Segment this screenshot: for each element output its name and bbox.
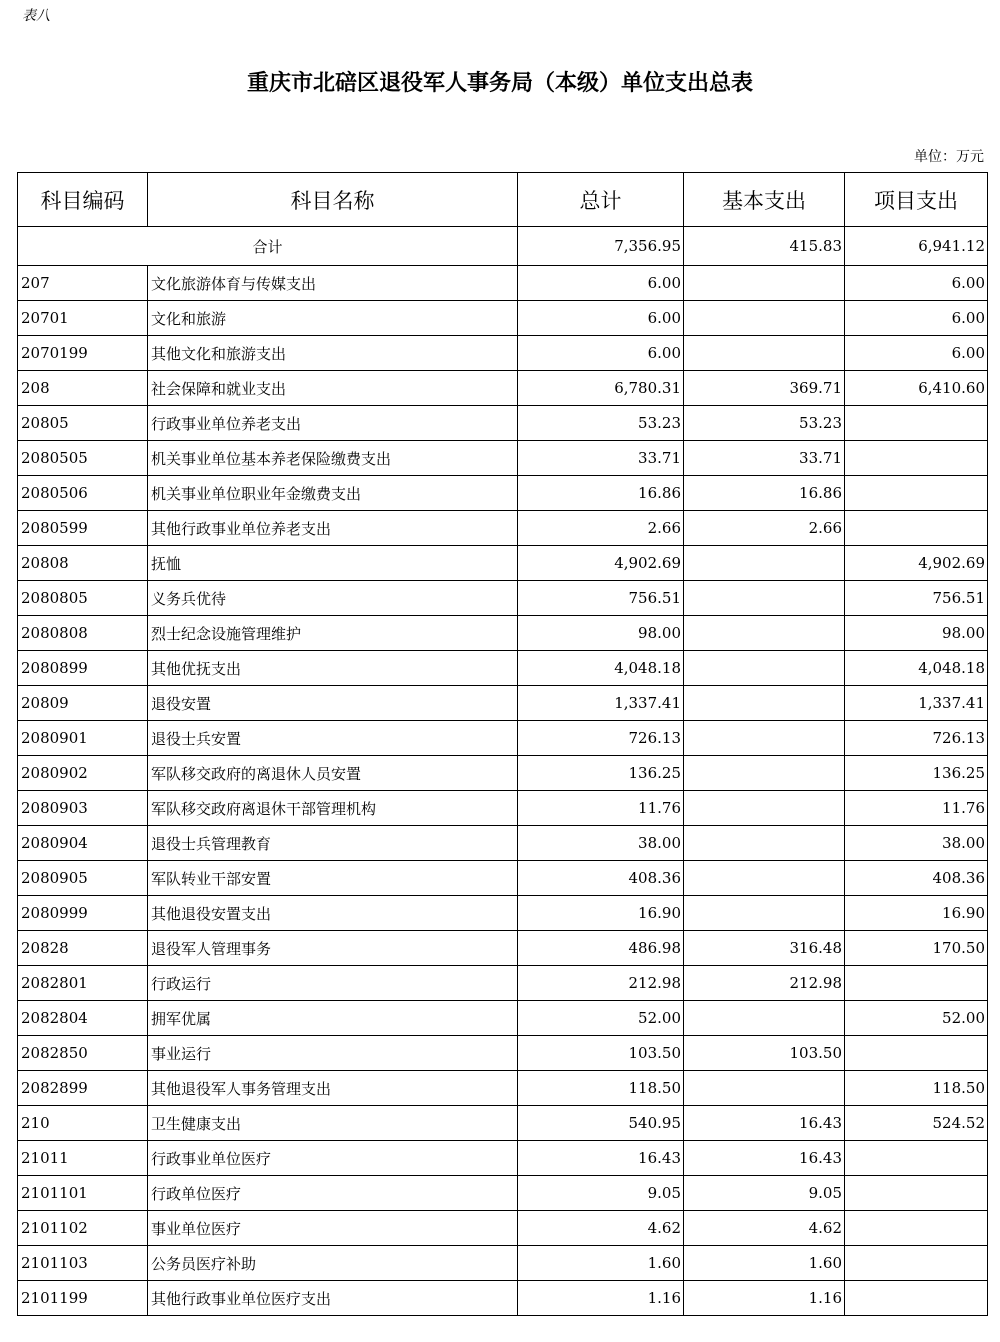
row-code: 208: [18, 371, 148, 406]
row-project: 524.52: [845, 1106, 988, 1141]
row-project: 408.36: [845, 861, 988, 896]
row-name: 烈士纪念设施管理维护: [148, 616, 518, 651]
row-name: 其他行政事业单位养老支出: [148, 511, 518, 546]
row-total: 16.90: [518, 896, 684, 931]
row-basic: 103.50: [684, 1036, 845, 1071]
row-project: 11.76: [845, 791, 988, 826]
row-basic: 33.71: [684, 441, 845, 476]
table-row: [18, 1211, 988, 1246]
row-project: 1,337.41: [845, 686, 988, 721]
row-total: 52.00: [518, 1001, 684, 1036]
row-name: 其他优抚支出: [148, 651, 518, 686]
row-project: 6.00: [845, 301, 988, 336]
row-name: 卫生健康支出: [148, 1106, 518, 1141]
row-code: 2082899: [18, 1071, 148, 1106]
total-row: [18, 227, 988, 266]
row-basic: [684, 896, 845, 931]
row-project: 38.00: [845, 826, 988, 861]
table-row: [18, 826, 988, 861]
row-project: [845, 441, 988, 476]
table-row: [18, 581, 988, 616]
row-name: 退役安置: [148, 686, 518, 721]
row-total: 98.00: [518, 616, 684, 651]
row-total: 136.25: [518, 756, 684, 791]
row-name: 退役军人管理事务: [148, 931, 518, 966]
table-row: [18, 336, 988, 371]
row-name: 军队移交政府离退休干部管理机构: [148, 791, 518, 826]
row-project: 98.00: [845, 616, 988, 651]
row-project: [845, 1246, 988, 1281]
row-name: 行政事业单位医疗: [148, 1141, 518, 1176]
row-total: 6.00: [518, 336, 684, 371]
row-total: 6,780.31: [518, 371, 684, 406]
table-row: [18, 721, 988, 756]
row-basic: 212.98: [684, 966, 845, 1001]
row-basic: [684, 301, 845, 336]
table-row: [18, 791, 988, 826]
row-total: 1,337.41: [518, 686, 684, 721]
row-code: 20808: [18, 546, 148, 581]
row-name: 行政事业单位养老支出: [148, 406, 518, 441]
row-project: 4,902.69: [845, 546, 988, 581]
header-name: 科目名称: [148, 173, 518, 227]
row-total: 1.16: [518, 1281, 684, 1316]
row-total: 33.71: [518, 441, 684, 476]
row-basic: 2.66: [684, 511, 845, 546]
row-basic: [684, 616, 845, 651]
table-row: [18, 861, 988, 896]
table-row: [18, 441, 988, 476]
table-row: [18, 511, 988, 546]
row-project: 118.50: [845, 1071, 988, 1106]
unit-label: 单位：万元: [914, 149, 984, 165]
row-project: 756.51: [845, 581, 988, 616]
row-total: 16.86: [518, 476, 684, 511]
row-code: 2080599: [18, 511, 148, 546]
table-row: [18, 301, 988, 336]
table-row: [18, 756, 988, 791]
row-total: 16.43: [518, 1141, 684, 1176]
row-code: 2082804: [18, 1001, 148, 1036]
row-project: [845, 1036, 988, 1071]
row-total: 726.13: [518, 721, 684, 756]
row-project: 6.00: [845, 266, 988, 301]
row-code: 2082801: [18, 966, 148, 1001]
row-code: 20809: [18, 686, 148, 721]
row-basic: 316.48: [684, 931, 845, 966]
page-title: 重庆市北碚区退役军人事务局（本级）单位支出总表: [246, 71, 753, 96]
total-basic: 415.83: [684, 227, 845, 266]
row-total: 4.62: [518, 1211, 684, 1246]
row-code: 2101199: [18, 1281, 148, 1316]
table-row: [18, 1071, 988, 1106]
row-name: 抚恤: [148, 546, 518, 581]
row-total: 118.50: [518, 1071, 684, 1106]
table-row: [18, 931, 988, 966]
row-code: 20701: [18, 301, 148, 336]
row-code: 2080902: [18, 756, 148, 791]
row-name: 行政运行: [148, 966, 518, 1001]
row-total: 408.36: [518, 861, 684, 896]
row-basic: 1.60: [684, 1246, 845, 1281]
header-total: 总计: [518, 173, 684, 227]
row-project: [845, 966, 988, 1001]
row-code: 2080903: [18, 791, 148, 826]
table-row: [18, 266, 988, 301]
row-project: [845, 406, 988, 441]
row-total: 53.23: [518, 406, 684, 441]
row-basic: [684, 336, 845, 371]
table-row: [18, 686, 988, 721]
row-total: 540.95: [518, 1106, 684, 1141]
header-basic: 基本支出: [684, 173, 845, 227]
row-code: 2080901: [18, 721, 148, 756]
row-code: 2101101: [18, 1176, 148, 1211]
row-total: 486.98: [518, 931, 684, 966]
row-name: 其他文化和旅游支出: [148, 336, 518, 371]
row-basic: [684, 756, 845, 791]
row-name: 退役士兵安置: [148, 721, 518, 756]
row-basic: 4.62: [684, 1211, 845, 1246]
row-basic: [684, 826, 845, 861]
row-code: 2080808: [18, 616, 148, 651]
row-code: 2101103: [18, 1246, 148, 1281]
row-project: 4,048.18: [845, 651, 988, 686]
row-code: 2070199: [18, 336, 148, 371]
row-name: 机关事业单位职业年金缴费支出: [148, 476, 518, 511]
row-name: 文化和旅游: [148, 301, 518, 336]
row-code: 2080905: [18, 861, 148, 896]
total-sum: 7,356.95: [518, 227, 684, 266]
table-row: [18, 896, 988, 931]
row-project: [845, 1211, 988, 1246]
row-name: 文化旅游体育与传媒支出: [148, 266, 518, 301]
table-row: [18, 1176, 988, 1211]
row-name: 公务员医疗补助: [148, 1246, 518, 1281]
row-basic: 16.43: [684, 1141, 845, 1176]
row-basic: [684, 266, 845, 301]
row-total: 103.50: [518, 1036, 684, 1071]
row-code: 207: [18, 266, 148, 301]
row-code: 2101102: [18, 1211, 148, 1246]
row-project: 6.00: [845, 336, 988, 371]
row-basic: 53.23: [684, 406, 845, 441]
table-row: [18, 1141, 988, 1176]
row-code: 2080899: [18, 651, 148, 686]
table-row: [18, 1246, 988, 1281]
row-name: 其他退役军人事务管理支出: [148, 1071, 518, 1106]
row-basic: [684, 1001, 845, 1036]
row-total: 9.05: [518, 1176, 684, 1211]
row-project: [845, 1141, 988, 1176]
table-row: [18, 406, 988, 441]
row-total: 756.51: [518, 581, 684, 616]
row-project: 170.50: [845, 931, 988, 966]
row-project: 726.13: [845, 721, 988, 756]
table-row: [18, 371, 988, 406]
row-basic: 9.05: [684, 1176, 845, 1211]
row-project: [845, 511, 988, 546]
row-project: 136.25: [845, 756, 988, 791]
row-project: [845, 1281, 988, 1316]
row-name: 机关事业单位基本养老保险缴费支出: [148, 441, 518, 476]
row-project: 16.90: [845, 896, 988, 931]
row-total: 212.98: [518, 966, 684, 1001]
row-name: 社会保障和就业支出: [148, 371, 518, 406]
row-project: [845, 476, 988, 511]
row-total: 4,048.18: [518, 651, 684, 686]
row-name: 军队转业干部安置: [148, 861, 518, 896]
table-number: 表八: [22, 8, 50, 24]
row-basic: 369.71: [684, 371, 845, 406]
row-total: 1.60: [518, 1246, 684, 1281]
row-code: 2080904: [18, 826, 148, 861]
row-basic: [684, 686, 845, 721]
row-total: 2.66: [518, 511, 684, 546]
row-total: 38.00: [518, 826, 684, 861]
row-basic: [684, 651, 845, 686]
row-basic: [684, 791, 845, 826]
row-total: 4,902.69: [518, 546, 684, 581]
row-basic: [684, 721, 845, 756]
table-row: [18, 1281, 988, 1316]
row-total: 11.76: [518, 791, 684, 826]
table-row: [18, 651, 988, 686]
row-code: 21011: [18, 1141, 148, 1176]
row-code: 2080505: [18, 441, 148, 476]
row-code: 2080805: [18, 581, 148, 616]
row-total: 6.00: [518, 301, 684, 336]
row-code: 210: [18, 1106, 148, 1141]
table-row: [18, 1036, 988, 1071]
row-name: 事业单位医疗: [148, 1211, 518, 1246]
row-code: 20805: [18, 406, 148, 441]
row-project: 6,410.60: [845, 371, 988, 406]
table-row: [18, 966, 988, 1001]
table-row: [18, 1001, 988, 1036]
row-name: 其他行政事业单位医疗支出: [148, 1281, 518, 1316]
row-code: 20828: [18, 931, 148, 966]
row-basic: [684, 546, 845, 581]
row-code: 2080506: [18, 476, 148, 511]
total-label: 合计: [18, 227, 518, 266]
row-name: 行政单位医疗: [148, 1176, 518, 1211]
row-code: 2082850: [18, 1036, 148, 1071]
total-project: 6,941.12: [845, 227, 988, 266]
expenditure-table: [17, 172, 988, 1316]
row-name: 退役士兵管理教育: [148, 826, 518, 861]
row-basic: 16.43: [684, 1106, 845, 1141]
row-name: 事业运行: [148, 1036, 518, 1071]
table-row: [18, 616, 988, 651]
row-name: 军队移交政府的离退休人员安置: [148, 756, 518, 791]
row-name: 义务兵优待: [148, 581, 518, 616]
table-row: [18, 546, 988, 581]
row-project: 52.00: [845, 1001, 988, 1036]
row-basic: [684, 861, 845, 896]
header-project: 项目支出: [845, 173, 988, 227]
row-name: 其他退役安置支出: [148, 896, 518, 931]
row-code: 2080999: [18, 896, 148, 931]
row-basic: [684, 581, 845, 616]
row-name: 拥军优属: [148, 1001, 518, 1036]
row-basic: 1.16: [684, 1281, 845, 1316]
row-project: [845, 1176, 988, 1211]
header-code: 科目编码: [18, 173, 148, 227]
row-total: 6.00: [518, 266, 684, 301]
row-basic: [684, 1071, 845, 1106]
row-basic: 16.86: [684, 476, 845, 511]
table-row: [18, 1106, 988, 1141]
table-row: [18, 476, 988, 511]
header-row: [18, 173, 988, 227]
